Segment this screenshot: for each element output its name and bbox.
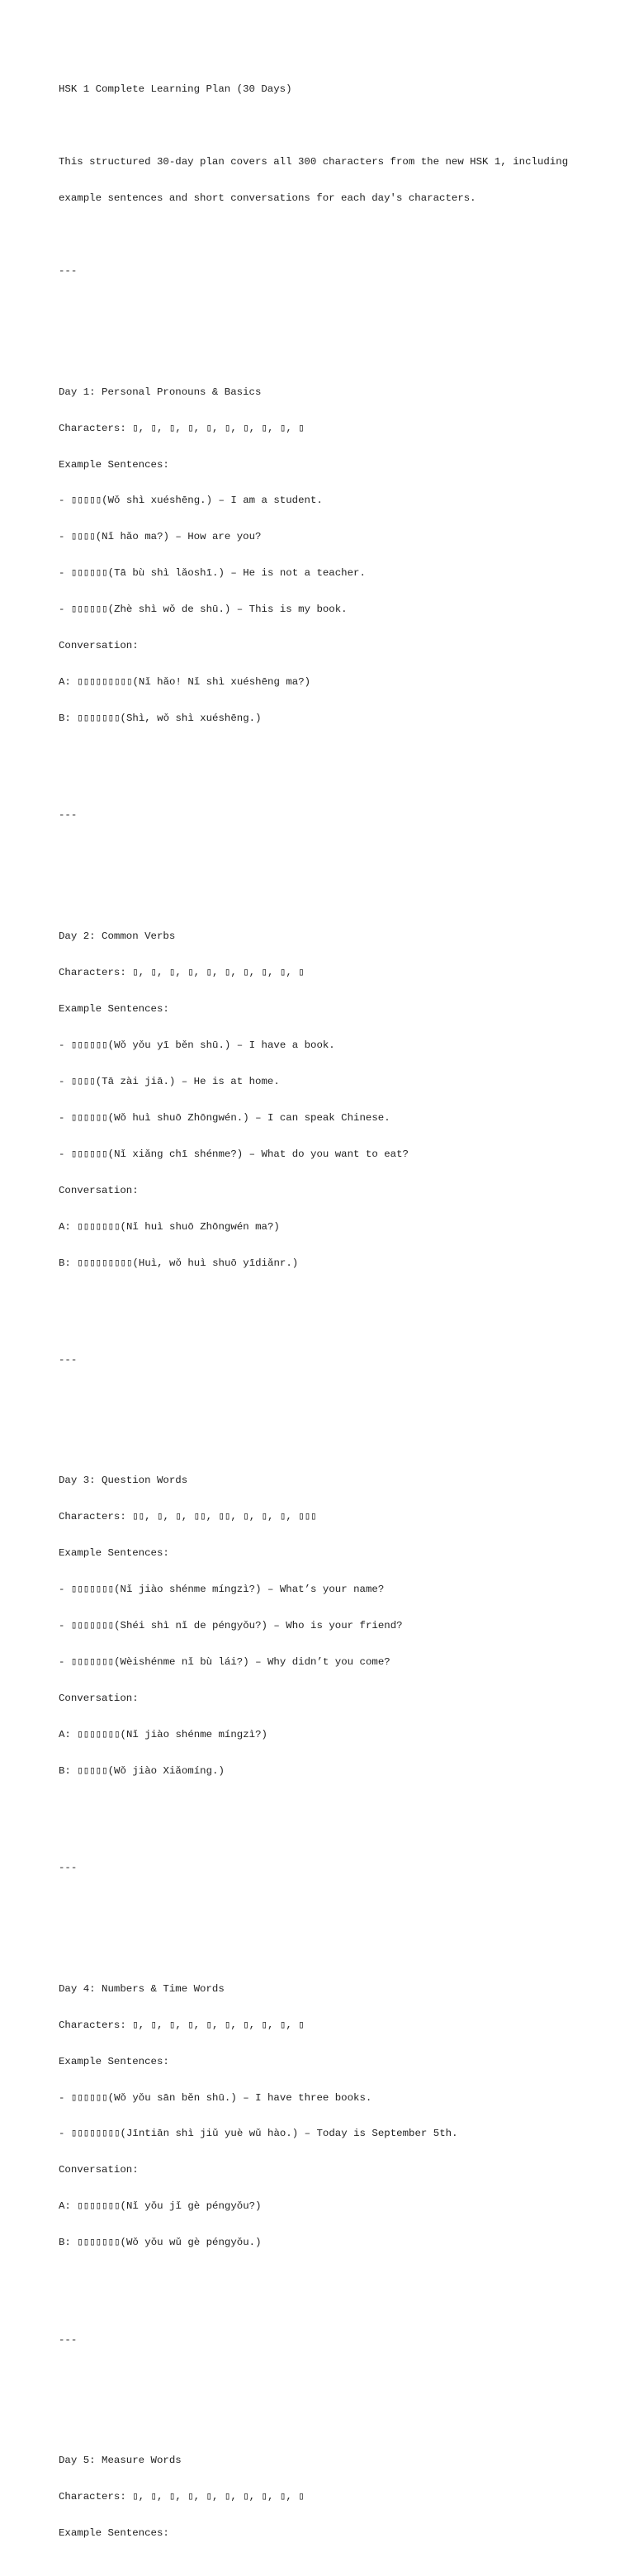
separator: ---	[59, 265, 78, 277]
day-2-section	[59, 907, 620, 1294]
conversation-label: Conversation:	[59, 2164, 139, 2176]
separator: ---	[59, 1353, 78, 1366]
example-sentence: - ▯▯▯▯▯▯(Zhè shì wǒ de shū.) – This is my book.	[59, 604, 348, 616]
example-sentence: - ▯▯▯▯▯▯▯▯(Jīntiān shì jiǔ yuè wǔ hào.) – Today is September 5th.	[59, 2128, 458, 2140]
example-sentence: - ▯▯▯▯▯▯(Wǒ yǒu sān běn shū.) – I have three books.	[59, 2091, 372, 2104]
blank-line	[59, 1825, 620, 1838]
conversation-line: A: ▯▯▯▯▯▯▯(Nǐ jiào shénme míngzì?)	[59, 1728, 267, 1740]
blank-line	[59, 120, 620, 132]
examples-label: Example Sentences:	[59, 2526, 169, 2539]
day-heading: Day 5: Measure Words	[59, 2455, 182, 2467]
characters-line: Characters: ▯, ▯, ▯, ▯, ▯, ▯, ▯, ▯, ▯, ▯	[59, 422, 305, 434]
example-sentence: - ▯▯▯▯▯▯(Tā bù shì lǎoshī.) – He is not a teacher.	[59, 567, 366, 580]
example-sentence: - ▯▯▯▯▯▯(Wǒ yǒu yī běn shū.) – I have a book.	[59, 1039, 335, 1051]
example-sentence: - ▯▯▯▯(Nǐ hǎo ma?) – How are you?	[59, 531, 262, 543]
blank-line	[59, 229, 620, 241]
blank-line	[59, 301, 620, 314]
example-sentence: - ▯▯▯▯▯▯(Wǒ huì shuō Zhōngwén.) – I can speak Chinese.	[59, 1111, 390, 1124]
day-5-section	[59, 2431, 620, 2564]
intro-line-2: example sentences and short conversations for each day's characters.	[59, 192, 476, 205]
characters-line: Characters: ▯, ▯, ▯, ▯, ▯, ▯, ▯, ▯, ▯, ▯	[59, 2491, 305, 2503]
day-heading: Day 1: Personal Pronouns & Basics	[59, 386, 262, 398]
characters-line: Characters: ▯, ▯, ▯, ▯, ▯, ▯, ▯, ▯, ▯, ▯	[59, 966, 305, 978]
day-4-section	[59, 1958, 620, 2273]
day-3-section	[59, 1451, 620, 1802]
conversation-line: A: ▯▯▯▯▯▯▯▯▯(Nǐ hǎo! Nǐ shì xuéshēng ma?)	[59, 676, 311, 689]
document-page	[59, 59, 620, 2576]
conversation-label: Conversation:	[59, 1692, 139, 1704]
separator: ---	[59, 1862, 78, 1874]
conversation-line: B: ▯▯▯▯▯(Wǒ jiào Xiǎomíng.)	[59, 1764, 225, 1777]
blank-line	[59, 1390, 620, 1403]
blank-line	[59, 2370, 620, 2382]
characters-line: Characters: ▯, ▯, ▯, ▯, ▯, ▯, ▯, ▯, ▯, ▯	[59, 2019, 305, 2031]
example-sentence: - ▯▯▯▯▯▯▯(Shéi shì nǐ de péngyǒu?) – Who is your friend?	[59, 1620, 403, 1632]
separator: ---	[59, 2333, 78, 2346]
blank-line	[59, 773, 620, 785]
example-sentence: - ▯▯▯▯▯(Wǒ shì xuéshēng.) – I am a student.	[59, 495, 323, 507]
conversation-label: Conversation:	[59, 1184, 139, 1196]
blank-line	[59, 845, 620, 858]
blank-line	[59, 1318, 620, 1330]
example-sentence: - ▯▯▯▯▯▯▯(Nǐ jiào shénme míngzì?) – What’s your name?	[59, 1584, 385, 1596]
blank-line	[59, 2298, 620, 2310]
example-sentence: - ▯▯▯▯▯▯▯(Wèishénme nǐ bù lái?) – Why didn’t you come?	[59, 1656, 390, 1669]
examples-label: Example Sentences:	[59, 2055, 169, 2067]
day-heading: Day 2: Common Verbs	[59, 930, 176, 942]
example-sentence: - ▯▯▯▯▯▯(Nǐ xiǎng chī shénme?) – What do you want to eat?	[59, 1148, 409, 1160]
document-title: HSK 1 Complete Learning Plan (30 Days)	[59, 83, 292, 96]
separator: ---	[59, 809, 78, 822]
conversation-line: A: ▯▯▯▯▯▯▯(Nǐ yǒu jǐ gè péngyǒu?)	[59, 2200, 262, 2213]
examples-label: Example Sentences:	[59, 1002, 169, 1015]
intro-line-1: This structured 30-day plan covers all 300 characters from the new HSK 1, including	[59, 156, 569, 168]
conversation-line: B: ▯▯▯▯▯▯▯(Wǒ yǒu wǔ gè péngyǒu.)	[59, 2237, 262, 2249]
day-heading: Day 3: Question Words	[59, 1475, 188, 1487]
conversation-line: B: ▯▯▯▯▯▯▯▯▯(Huì, wǒ huì shuō yīdiǎnr.)	[59, 1257, 299, 1269]
examples-label: Example Sentences:	[59, 1547, 169, 1560]
day-1-section	[59, 362, 620, 749]
conversation-line: A: ▯▯▯▯▯▯▯(Nǐ huì shuō Zhōngwén ma?)	[59, 1220, 280, 1233]
examples-label: Example Sentences:	[59, 458, 169, 471]
conversation-label: Conversation:	[59, 640, 139, 652]
blank-line	[59, 1898, 620, 1911]
example-sentence: - ▯▯▯▯(Tā zài jiā.) – He is at home.	[59, 1075, 280, 1087]
conversation-line: B: ▯▯▯▯▯▯▯(Shì, wǒ shì xuéshēng.)	[59, 713, 262, 725]
day-heading: Day 4: Numbers & Time Words	[59, 1982, 225, 1995]
characters-line: Characters: ▯▯, ▯, ▯, ▯▯, ▯▯, ▯, ▯, ▯, ▯▯▯	[59, 1511, 317, 1523]
